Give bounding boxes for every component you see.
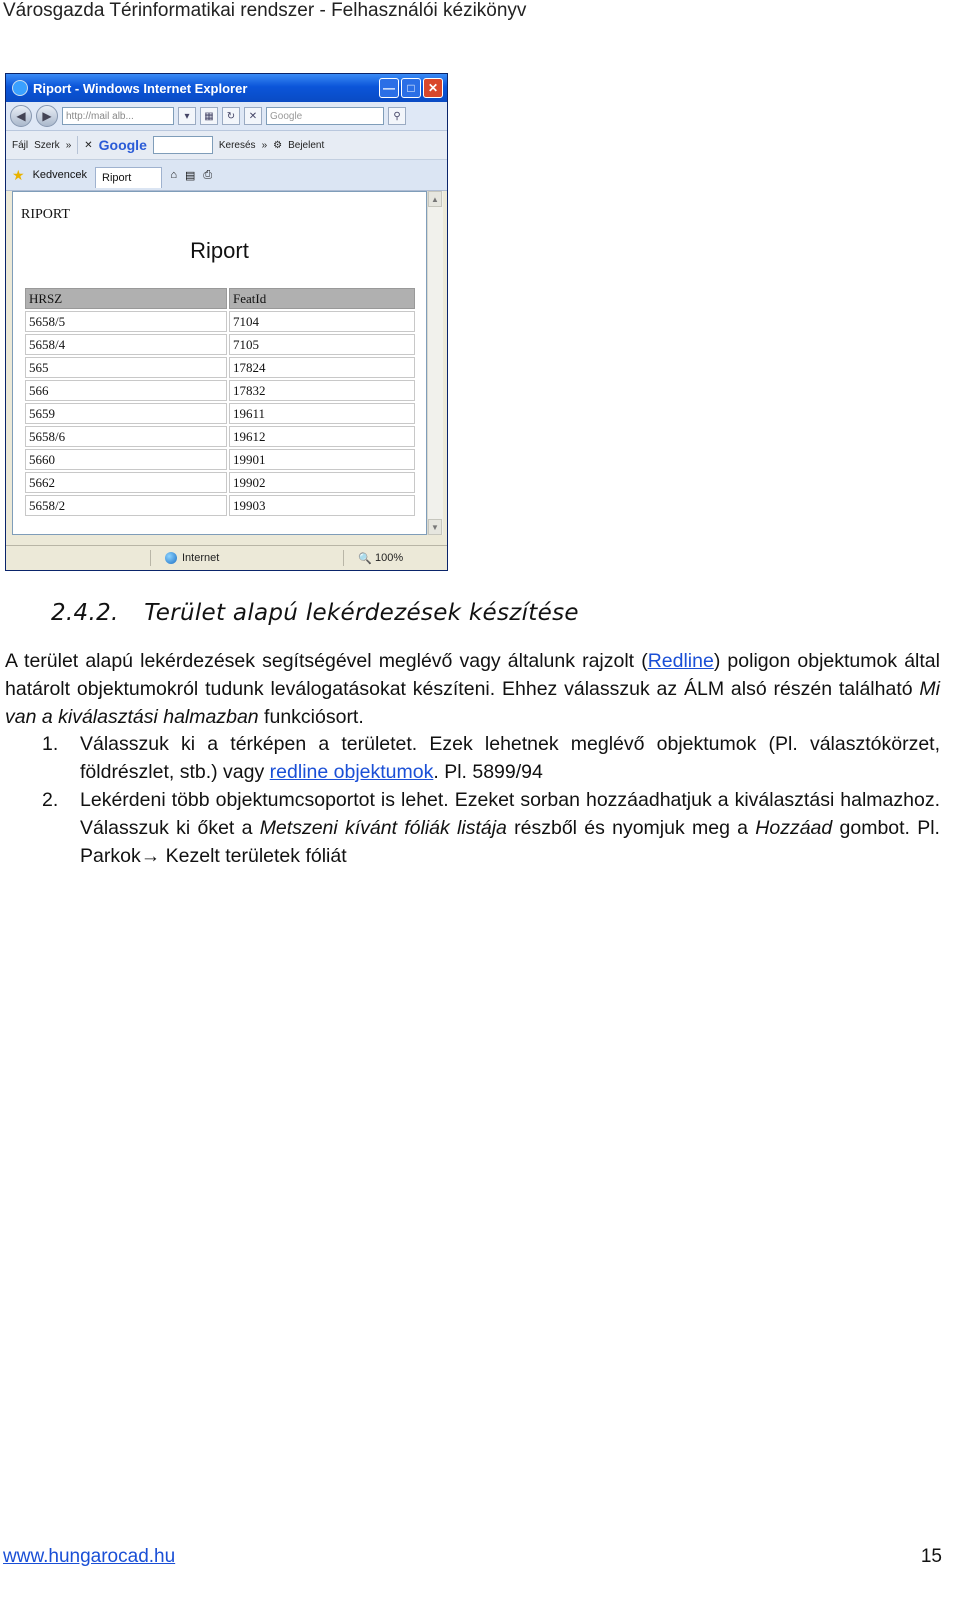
cell-featid: 17832: [229, 380, 415, 401]
home-icon[interactable]: ⌂: [170, 169, 177, 181]
document-header-title: Városgazda Térinformatikai rendszer - Felhasználói kézikönyv: [3, 0, 527, 21]
globe-icon: [165, 552, 177, 564]
column-header-hrsz: HRSZ: [25, 288, 227, 309]
cell-hrsz: 5660: [25, 449, 227, 470]
ie-page-content: [12, 191, 427, 535]
table-header-row: [25, 288, 415, 309]
list-number: 2.: [42, 789, 59, 811]
scroll-down-icon[interactable]: ▼: [428, 519, 442, 535]
table-row: [25, 495, 415, 516]
cell-featid: 19901: [229, 449, 415, 470]
redline-link[interactable]: Redline: [647, 650, 714, 672]
paragraph-text: funkciósort.: [258, 706, 364, 728]
paragraph-text: ) poligon objektumok által határolt objektumokról tudunk leválogatásokat készíteni. Ehhez válasszuk az ÁLM alsó részén található: [5, 650, 940, 700]
security-zone: Internet: [182, 552, 220, 564]
refresh-icon[interactable]: ↻: [222, 107, 240, 125]
toolbar-divider: [77, 136, 78, 154]
paragraph-emphasis: Mi van a kiválasztási halmazban: [5, 678, 940, 728]
tab-riport[interactable]: Riport: [95, 167, 162, 188]
menu-file[interactable]: Fájl: [12, 139, 29, 151]
redline-objects-link[interactable]: redline objektumok: [269, 761, 434, 783]
cell-hrsz: 5658/5: [25, 311, 227, 332]
cell-featid: 19612: [229, 426, 415, 447]
scroll-up-icon[interactable]: ▲: [428, 191, 442, 207]
intro-paragraph: [5, 647, 940, 731]
cell-hrsz: 5659: [25, 403, 227, 424]
report-small-title: RIPORT: [21, 207, 70, 222]
list-text: részből és nyomjuk meg a: [506, 817, 756, 839]
list-item: [42, 730, 940, 786]
zoom-icon[interactable]: 🔍: [358, 552, 373, 565]
table-row: [25, 403, 415, 424]
list-text: . Pl. 5899/94: [433, 761, 543, 783]
list-emphasis: Hozzáad: [755, 817, 833, 839]
footer-website-link[interactable]: www.hungarocad.hu: [3, 1546, 176, 1567]
vertical-scrollbar[interactable]: [427, 191, 443, 535]
cell-featid: 19903: [229, 495, 415, 516]
table-row: [25, 334, 415, 355]
close-toolbar-icon[interactable]: ✕: [84, 139, 93, 151]
cell-hrsz: 5658/2: [25, 495, 227, 516]
compat-view-icon[interactable]: ▦: [200, 107, 218, 125]
zoom-level[interactable]: 100%: [375, 552, 404, 564]
cell-hrsz: 5658/6: [25, 426, 227, 447]
list-text: gombot. Pl. Parkok: [80, 817, 940, 867]
ie-tab-bar: [6, 160, 447, 191]
section-heading: [51, 600, 579, 626]
table-row: [25, 426, 415, 447]
google-logo: Google: [98, 137, 147, 153]
column-header-featid: FeatId: [229, 288, 415, 309]
table-row: [25, 472, 415, 493]
list-text: Lekérdeni több objektumcsoportot is lehet. Ezeket sorban hozzáadhatjuk a kiválasztási halmazhoz. Válasszuk ki őket a: [80, 789, 940, 839]
section-title: Terület alapú lekérdezések készítése: [144, 600, 579, 626]
table-row: [25, 311, 415, 332]
favorites-star-icon[interactable]: ★: [12, 166, 25, 183]
chevron-right-icon[interactable]: »: [261, 139, 268, 151]
cell-hrsz: 566: [25, 380, 227, 401]
chevron-right-icon[interactable]: »: [65, 139, 72, 151]
cell-featid: 7105: [229, 334, 415, 355]
list-emphasis: Metszeni kívánt fóliák listája: [259, 817, 507, 839]
page-number: 15: [920, 1546, 942, 1567]
menu-edit[interactable]: Szerk: [34, 139, 60, 151]
list-item: [42, 786, 940, 870]
table-row: [25, 357, 415, 378]
address-input[interactable]: http://mail alb...: [62, 107, 174, 125]
maximize-icon[interactable]: □: [401, 78, 421, 98]
cell-featid: 7104: [229, 311, 415, 332]
dropdown-icon[interactable]: ▾: [178, 107, 196, 125]
search-input[interactable]: Google: [266, 107, 384, 125]
ie-google-toolbar: [6, 131, 447, 160]
cell-featid: 19611: [229, 403, 415, 424]
ie-address-bar: [6, 102, 447, 131]
list-text: Válasszuk ki a térképen a területet. Ezek lehetnek meglévő objektumok (Pl. választókörzet, földrészlet, stb.) vagy: [80, 733, 940, 783]
feeds-icon[interactable]: ▤: [185, 169, 196, 182]
google-search-input[interactable]: [153, 136, 213, 154]
cell-hrsz: 5658/4: [25, 334, 227, 355]
close-icon[interactable]: ✕: [423, 78, 443, 98]
paragraph-text: A terület alapú lekérdezések segítségével meglévő vagy általunk rajzolt (: [5, 650, 648, 672]
table-row: [25, 449, 415, 470]
forward-icon[interactable]: ▶: [36, 105, 58, 127]
report-title: Riport: [190, 238, 249, 263]
ie-titlebar: [6, 74, 447, 102]
wrench-icon[interactable]: ⚙: [273, 139, 283, 151]
cell-featid: 17824: [229, 357, 415, 378]
arrow-right-icon: →: [140, 845, 161, 867]
cell-hrsz: 565: [25, 357, 227, 378]
back-icon[interactable]: ◀: [10, 105, 32, 127]
ie-logo-icon: [12, 80, 28, 96]
favorites-button[interactable]: Kedvencek: [32, 169, 87, 181]
section-number: 2.4.2.: [51, 600, 119, 626]
list-number: 1.: [42, 733, 59, 755]
minimize-icon[interactable]: —: [379, 78, 399, 98]
table-row: [25, 380, 415, 401]
search-icon[interactable]: ⚲: [388, 107, 406, 125]
signin-button[interactable]: Bejelent: [288, 139, 325, 151]
stop-icon[interactable]: ✕: [244, 107, 262, 125]
print-icon[interactable]: ⎙: [203, 168, 213, 181]
cell-hrsz: 5662: [25, 472, 227, 493]
report-table: [23, 286, 417, 518]
search-button[interactable]: Keresés: [218, 139, 256, 151]
list-text: Kezelt területek fóliát: [160, 845, 347, 867]
ie-status-bar: [6, 545, 447, 570]
cell-featid: 19902: [229, 472, 415, 493]
ie-window-title: Riport - Windows Internet Explorer: [33, 80, 248, 96]
ie-window-screenshot: [5, 73, 448, 571]
